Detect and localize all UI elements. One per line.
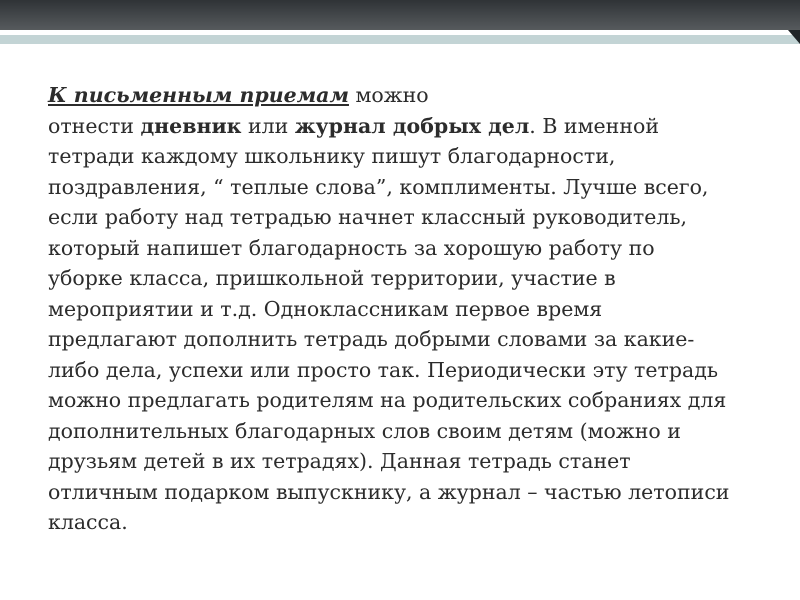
lead-phrase: К письменным приемам (48, 83, 349, 107)
bold-term-diary: дневник (140, 113, 242, 138)
text-line-7: уборке класса, пришкольной территории, участие в (48, 266, 616, 290)
corner-decoration (788, 30, 800, 44)
bold-term-journal: журнал добрых дел (294, 113, 530, 138)
text-line-13: друзьям детей в их тетрадях). Данная тетрадь станет (48, 449, 631, 473)
text-line-4: поздравления, “ теплые слова”, комплименты. Лучше всего, (48, 174, 709, 199)
text-line-12: дополнительных благодарных слов своим детям (можно и (48, 418, 681, 443)
accent-band (0, 35, 800, 44)
text-line-8: мероприятии и т.д. Одноклассникам первое время (48, 296, 603, 321)
text-line-1: К письменным приемам можно (48, 83, 429, 107)
text-line-3: тетради каждому школьнику пишут благодарности, (48, 144, 616, 168)
text-line-10: либо дела, успехи или просто так. Периодически эту тетрадь (48, 357, 719, 382)
text-line-14: отличным подарком выпускнику, а журнал – частью летописи (48, 479, 730, 504)
text-line-9: предлагают дополнить тетрадь добрыми словами за какие- (48, 327, 695, 351)
text-line-6: который напишет благодарность за хорошую работу по (48, 235, 655, 260)
text-line-5: если работу над тетрадью начнет классный руководитель, (48, 205, 688, 229)
text-line-11: можно предлагать родителям на родительских собраниях для (48, 388, 727, 412)
header-bar (0, 0, 800, 30)
body-text (48, 80, 768, 538)
text-line-15: класса. (48, 510, 128, 534)
text-line-2: отнести дневник или журнал добрых дел. В именной (48, 113, 659, 138)
